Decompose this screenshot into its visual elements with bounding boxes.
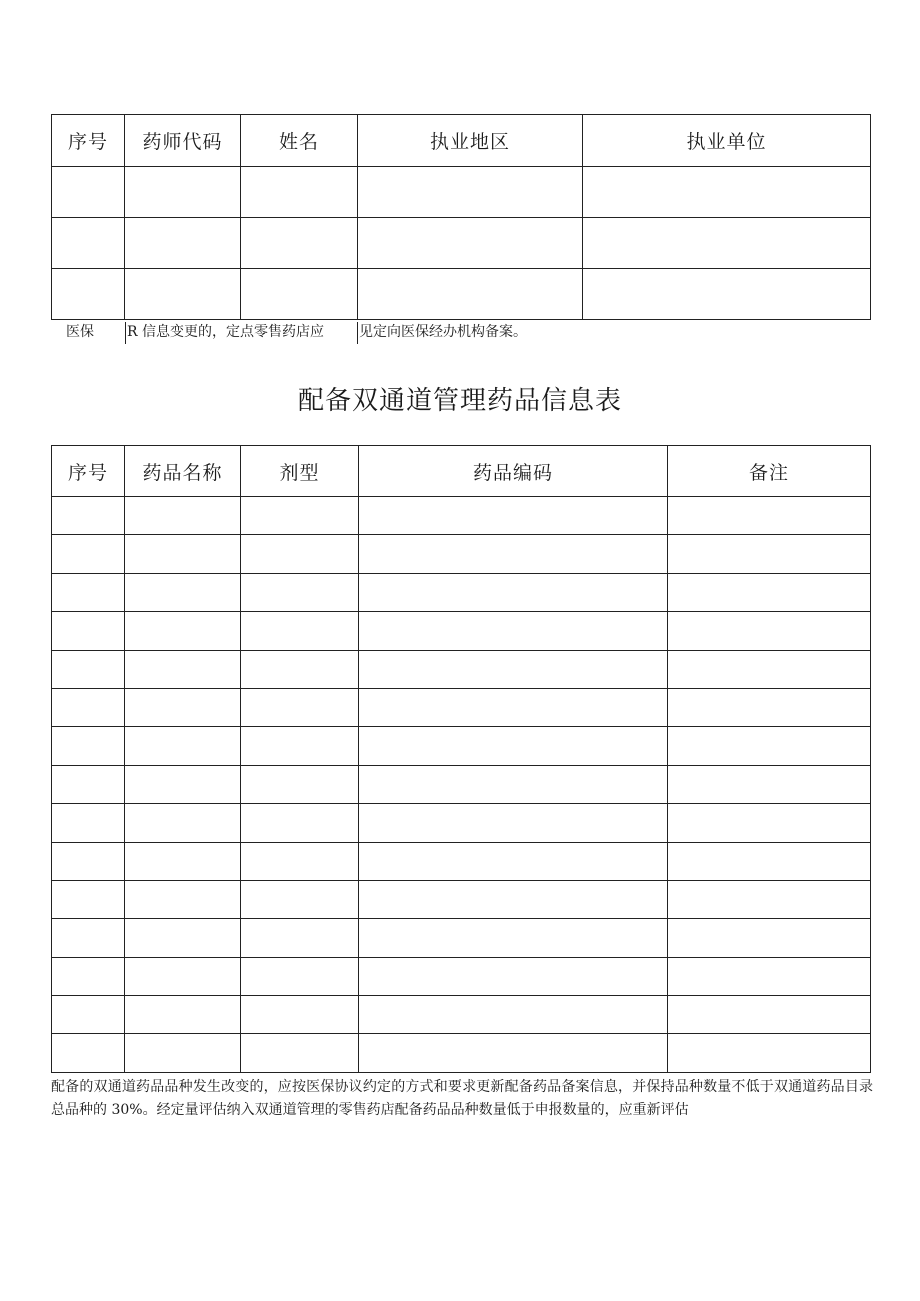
table-cell[interactable] [241, 1034, 359, 1072]
table-cell[interactable] [359, 996, 668, 1034]
table-row [52, 957, 871, 995]
table-row [52, 880, 871, 918]
table-cell[interactable] [668, 919, 871, 957]
table-row [52, 688, 871, 726]
table-cell[interactable] [241, 269, 358, 320]
header-drug-code: 药品编码 [359, 446, 668, 497]
table-cell[interactable] [583, 218, 871, 269]
table-row [52, 765, 871, 803]
table-cell[interactable] [52, 880, 125, 918]
table-cell[interactable] [125, 167, 241, 218]
table-cell[interactable] [241, 612, 359, 650]
table-cell[interactable] [241, 996, 359, 1034]
table-cell[interactable] [358, 269, 583, 320]
table-cell[interactable] [359, 804, 668, 842]
table-cell[interactable] [359, 880, 668, 918]
table-cell[interactable] [125, 218, 241, 269]
table-cell[interactable] [52, 957, 125, 995]
table-cell[interactable] [241, 650, 359, 688]
table-cell[interactable] [52, 996, 125, 1034]
table-row [52, 919, 871, 957]
table-cell[interactable] [583, 167, 871, 218]
table-row [52, 535, 871, 573]
table-cell[interactable] [125, 269, 241, 320]
table-cell[interactable] [125, 727, 241, 765]
table-cell[interactable] [241, 167, 358, 218]
table-cell[interactable] [241, 957, 359, 995]
table-cell[interactable] [52, 612, 125, 650]
table-cell[interactable] [52, 765, 125, 803]
table-row [52, 269, 871, 320]
table-cell[interactable] [668, 880, 871, 918]
table-cell[interactable] [359, 727, 668, 765]
table-cell[interactable] [668, 497, 871, 535]
table-cell[interactable] [52, 1034, 125, 1072]
table-row [52, 573, 871, 611]
table-row [52, 497, 871, 535]
table-cell[interactable] [125, 1034, 241, 1072]
table-cell[interactable] [668, 573, 871, 611]
table-cell[interactable] [52, 842, 125, 880]
table-cell[interactable] [52, 919, 125, 957]
table-cell[interactable] [668, 996, 871, 1034]
table-cell[interactable] [52, 650, 125, 688]
table-cell[interactable] [359, 535, 668, 573]
note-part-3: 见定向医保经办机构备案。 [357, 322, 527, 344]
header-name: 姓名 [241, 115, 358, 167]
table-cell[interactable] [668, 804, 871, 842]
table-cell[interactable] [125, 612, 241, 650]
table-cell[interactable] [52, 497, 125, 535]
table-cell[interactable] [125, 650, 241, 688]
table-cell[interactable] [668, 612, 871, 650]
pharmacist-header-row [52, 115, 871, 167]
table-cell[interactable] [241, 688, 359, 726]
table-cell[interactable] [52, 218, 125, 269]
pharmacist-table [51, 114, 871, 320]
table-cell[interactable] [359, 688, 668, 726]
table-cell[interactable] [125, 919, 241, 957]
table-cell[interactable] [359, 957, 668, 995]
table-cell[interactable] [668, 842, 871, 880]
table-cell[interactable] [359, 1034, 668, 1072]
table-cell[interactable] [241, 880, 359, 918]
table-cell[interactable] [359, 842, 668, 880]
table-cell[interactable] [52, 688, 125, 726]
table-cell[interactable] [125, 573, 241, 611]
header-serial: 序号 [52, 115, 125, 167]
table-row [52, 804, 871, 842]
table-cell[interactable] [52, 269, 125, 320]
table-cell[interactable] [125, 957, 241, 995]
table-cell[interactable] [359, 650, 668, 688]
table-cell[interactable] [358, 218, 583, 269]
table-cell[interactable] [359, 765, 668, 803]
drug-note: 配备的双通道药品品种发生改变的，应按医保协议约定的方式和要求更新配备药品备案信息，并保持品种数量不低于双通道药品目录总品种的 30%。经定量评估纳入双通道管理的零售药店配备药品品种数量低于申报数量的，应重新评估 [51, 1079, 873, 1118]
drug-table [51, 445, 871, 1073]
table-cell[interactable] [52, 727, 125, 765]
table-cell[interactable] [241, 218, 358, 269]
table-cell[interactable] [241, 804, 359, 842]
table-cell[interactable] [359, 919, 668, 957]
table-row [52, 218, 871, 269]
table-cell[interactable] [668, 650, 871, 688]
table-cell[interactable] [668, 1034, 871, 1072]
table-cell[interactable] [125, 688, 241, 726]
table-cell[interactable] [359, 497, 668, 535]
table-row [52, 727, 871, 765]
table-cell[interactable] [125, 842, 241, 880]
header-serial: 序号 [52, 446, 125, 497]
note-part-1: 医保 [66, 324, 94, 340]
table-cell[interactable] [668, 727, 871, 765]
table-cell[interactable] [241, 535, 359, 573]
header-pharmacist-code: 药师代码 [125, 115, 241, 167]
table-cell[interactable] [241, 919, 359, 957]
table-cell[interactable] [241, 765, 359, 803]
table-cell[interactable] [125, 804, 241, 842]
table-row [52, 842, 871, 880]
header-dosage-form: 剂型 [241, 446, 359, 497]
table-cell[interactable] [583, 269, 871, 320]
table-row [52, 167, 871, 218]
table-cell[interactable] [668, 535, 871, 573]
table-row [52, 612, 871, 650]
table-cell[interactable] [52, 535, 125, 573]
table-cell[interactable] [52, 573, 125, 611]
table-row [52, 1034, 871, 1072]
table-cell[interactable] [241, 573, 359, 611]
drug-header-row [52, 446, 871, 497]
table-cell[interactable] [125, 497, 241, 535]
table-cell[interactable] [125, 996, 241, 1034]
table-cell[interactable] [359, 573, 668, 611]
table-row [52, 996, 871, 1034]
drug-table-title: 配备双通道管理药品信息表 [297, 386, 622, 416]
table-cell[interactable] [358, 167, 583, 218]
note-part-2: R 信息变更的，定点零售药店应 [125, 322, 324, 344]
table-cell[interactable] [52, 167, 125, 218]
table-cell[interactable] [668, 688, 871, 726]
header-drug-name: 药品名称 [125, 446, 241, 497]
table-cell[interactable] [668, 765, 871, 803]
table-cell[interactable] [668, 957, 871, 995]
header-remarks: 备注 [668, 446, 871, 497]
table-cell[interactable] [52, 804, 125, 842]
header-practice-unit: 执业单位 [583, 115, 871, 167]
drug-table-body [52, 497, 871, 1073]
table-cell[interactable] [125, 880, 241, 918]
table-cell[interactable] [125, 535, 241, 573]
pharmacist-note [51, 322, 870, 344]
header-practice-region: 执业地区 [358, 115, 583, 167]
table-cell[interactable] [359, 612, 668, 650]
table-cell[interactable] [241, 497, 359, 535]
table-cell[interactable] [125, 765, 241, 803]
table-cell[interactable] [241, 842, 359, 880]
table-row [52, 650, 871, 688]
table-cell[interactable] [241, 727, 359, 765]
